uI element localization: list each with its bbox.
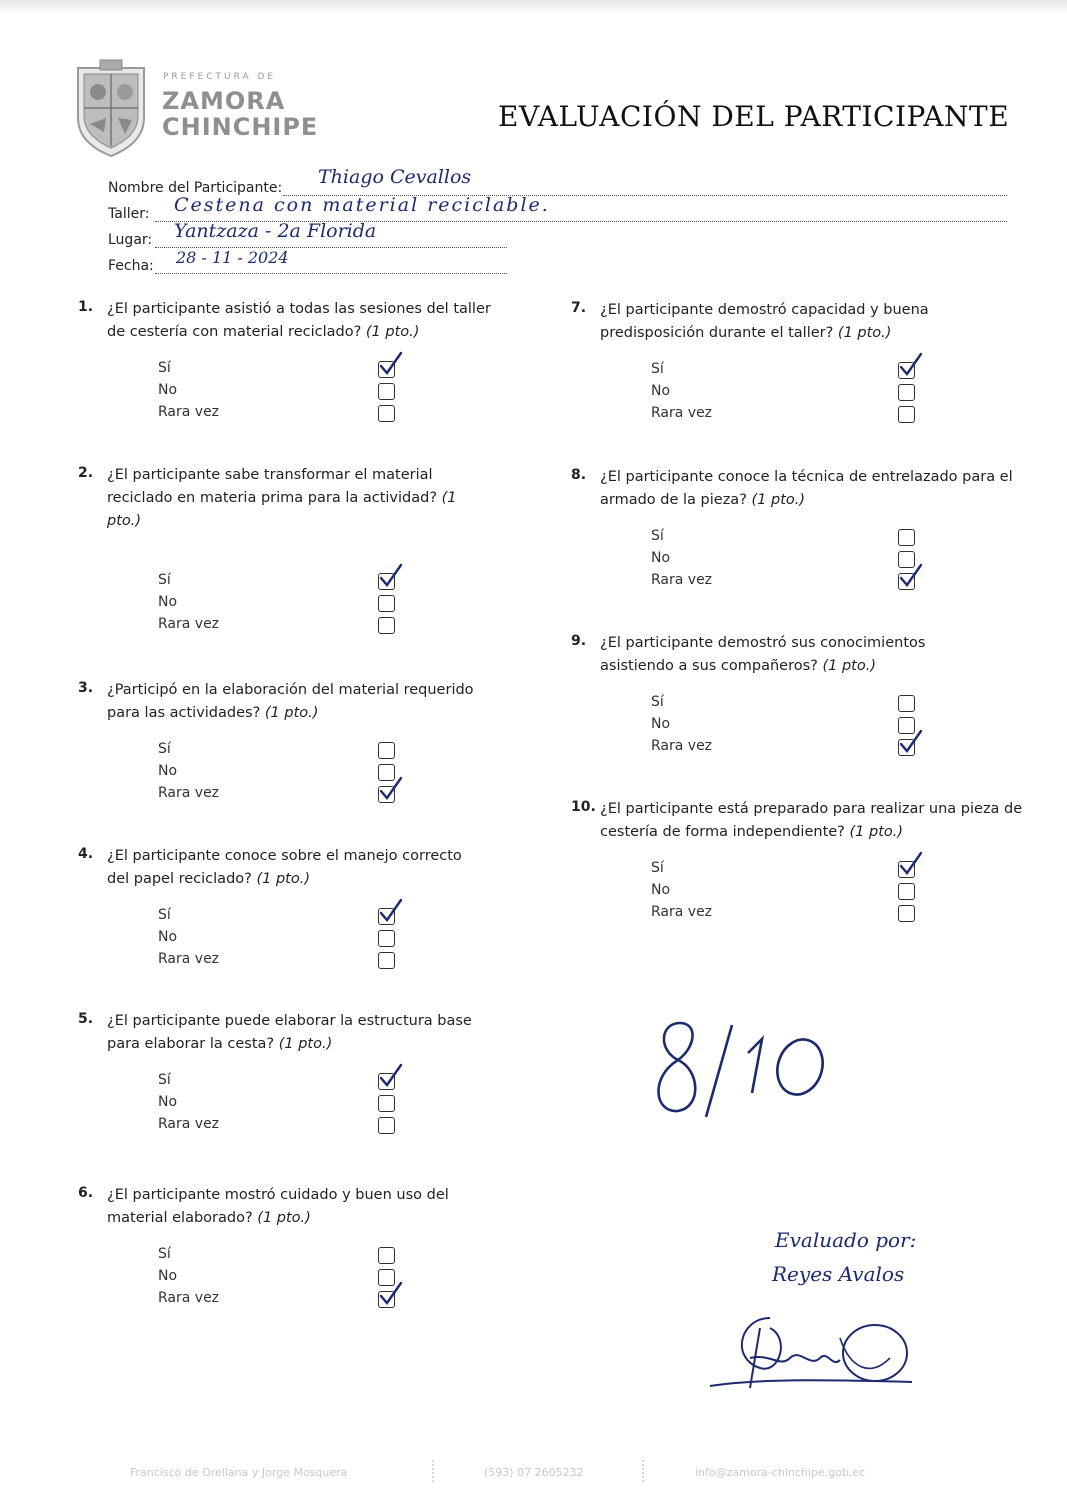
option-label-yes: Sí xyxy=(651,361,664,377)
workshop-label: Taller: xyxy=(108,206,150,222)
option-label-no: No xyxy=(158,763,178,779)
page-title: EVALUACIÓN DEL PARTICIPANTE xyxy=(498,100,1010,133)
prefecture-shield-logo xyxy=(70,58,152,158)
evaluated-by-text: Evaluado por: xyxy=(775,1228,917,1252)
checkmark-icon xyxy=(897,851,923,877)
question-points: (1 pto.) xyxy=(107,490,457,529)
logo-line-1: ZAMORA xyxy=(162,87,286,115)
question-text xyxy=(107,1184,477,1230)
question-text xyxy=(600,299,1020,345)
question-text-body: ¿El participante asistió a todas las sesiones del taller de cestería con material reciclado? xyxy=(107,301,491,340)
question-text xyxy=(600,798,1030,844)
checkmark-icon xyxy=(897,563,923,589)
question-points: (1 pto.) xyxy=(822,658,877,674)
option-label-no: No xyxy=(158,1268,178,1284)
question-points: (1 pto.) xyxy=(849,824,904,840)
question-points: (1 pto.) xyxy=(278,1036,333,1052)
question-text xyxy=(600,466,1050,512)
option-label-no: No xyxy=(651,716,671,732)
option-label-rarely: Rara vez xyxy=(158,1116,220,1132)
option-label-yes: Sí xyxy=(651,528,664,544)
checkmark-icon xyxy=(377,351,403,377)
question-text-body: ¿El participante sabe transformar el material reciclado en materia prima para la actividad? xyxy=(107,467,438,506)
option-label-rarely: Rara vez xyxy=(158,951,220,967)
question-number: 1. xyxy=(78,299,94,315)
date-line xyxy=(155,273,507,274)
footer-divider xyxy=(642,1460,650,1482)
question-number: 8. xyxy=(571,467,587,483)
checkbox-yes[interactable] xyxy=(378,1247,395,1264)
checkbox-no[interactable] xyxy=(898,384,915,401)
option-label-rarely: Rara vez xyxy=(158,785,220,801)
question-points: (1 pto.) xyxy=(257,1210,311,1226)
question-text-body: ¿El participante demostró sus conocimientos asistiendo a sus compañeros? xyxy=(600,635,926,674)
checkmark-icon xyxy=(377,1281,403,1307)
option-label-yes: Sí xyxy=(158,907,171,923)
option-label-yes: Sí xyxy=(158,360,171,376)
question-number: 2. xyxy=(78,465,94,481)
logo-prefix: PREFECTURA DE xyxy=(163,72,277,82)
checkbox-rarely[interactable] xyxy=(378,617,395,634)
option-label-no: No xyxy=(158,929,178,945)
question-text xyxy=(600,632,980,678)
option-label-rarely: Rara vez xyxy=(651,904,713,920)
option-label-yes: Sí xyxy=(158,741,171,757)
option-label-rarely: Rara vez xyxy=(158,616,220,632)
checkbox-no[interactable] xyxy=(378,383,395,400)
question-text-body: ¿El participante mostró cuidado y buen uso del material elaborado? xyxy=(107,1187,449,1226)
question-points: (1 pto.) xyxy=(256,871,310,887)
option-label-rarely: Rara vez xyxy=(651,572,713,588)
workshop-value: Cestena con material reciclable. xyxy=(174,194,550,216)
participant-value: Thiago Cevallos xyxy=(318,166,472,188)
checkbox-yes[interactable] xyxy=(378,742,395,759)
question-text xyxy=(107,845,487,891)
checkmark-icon xyxy=(377,898,403,924)
option-label-rarely: Rara vez xyxy=(651,738,713,754)
option-label-yes: Sí xyxy=(158,572,171,588)
participant-label: Nombre del Participante: xyxy=(108,180,283,196)
question-number: 3. xyxy=(78,680,94,696)
place-value: Yantzaza - 2a Florida xyxy=(174,220,377,242)
question-number: 5. xyxy=(78,1011,94,1027)
question-text-body: ¿El participante demostró capacidad y buena predisposición durante el taller? xyxy=(600,302,929,341)
option-label-no: No xyxy=(158,1094,178,1110)
question-number: 6. xyxy=(78,1185,94,1201)
checkbox-rarely[interactable] xyxy=(898,406,915,423)
question-points: (1 pto.) xyxy=(837,325,892,341)
question-text-body: ¿El participante conoce sobre el manejo correcto del papel reciclado? xyxy=(107,848,462,887)
footer-address: Francisco de Orellana y Jorge Mosquera xyxy=(130,1466,348,1479)
checkbox-no[interactable] xyxy=(898,883,915,900)
question-points: (1 pto.) xyxy=(264,705,319,721)
checkmark-icon xyxy=(897,729,923,755)
question-text-body: ¿El participante conoce la técnica de entrelazado para el armado de la pieza? xyxy=(600,469,1013,508)
date-value: 28 - 11 - 2024 xyxy=(176,248,289,267)
question-text xyxy=(107,464,467,533)
option-label-yes: Sí xyxy=(158,1246,171,1262)
checkbox-rarely[interactable] xyxy=(378,405,395,422)
question-number: 9. xyxy=(571,633,587,649)
checkbox-no[interactable] xyxy=(378,930,395,947)
question-text xyxy=(107,1010,497,1056)
checkbox-rarely[interactable] xyxy=(898,905,915,922)
question-text-body: ¿Participó en la elaboración del material requerido para las actividades? xyxy=(107,682,474,721)
option-label-yes: Sí xyxy=(158,1072,171,1088)
checkbox-no[interactable] xyxy=(378,1095,395,1112)
checkbox-no[interactable] xyxy=(378,595,395,612)
question-text-body: ¿El participante está preparado para realizar una pieza de cestería de forma independiente? xyxy=(600,801,1023,840)
place-label: Lugar: xyxy=(108,232,153,248)
checkbox-rarely[interactable] xyxy=(378,952,395,969)
evaluator-name: Reyes Avalos xyxy=(772,1262,905,1286)
question-text xyxy=(107,298,497,344)
option-label-no: No xyxy=(158,382,178,398)
question-points: (1 pto.) xyxy=(365,324,420,340)
option-label-rarely: Rara vez xyxy=(158,1290,220,1306)
evaluator-signature xyxy=(700,1298,920,1403)
checkmark-icon xyxy=(897,352,923,378)
option-label-no: No xyxy=(651,882,671,898)
question-text-body: ¿El participante puede elaborar la estructura base para elaborar la cesta? xyxy=(107,1013,472,1052)
option-label-no: No xyxy=(651,550,671,566)
checkmark-icon xyxy=(377,776,403,802)
question-number: 4. xyxy=(78,846,94,862)
option-label-rarely: Rara vez xyxy=(651,405,713,421)
question-points: (1 pto.) xyxy=(751,492,806,508)
option-label-no: No xyxy=(651,383,671,399)
footer-phone: (593) 07 2605232 xyxy=(484,1466,584,1479)
option-label-rarely: Rara vez xyxy=(158,404,220,420)
checkmark-icon xyxy=(377,563,403,589)
checkbox-yes[interactable] xyxy=(898,529,915,546)
scan-edge xyxy=(0,0,1067,14)
question-text xyxy=(107,679,497,725)
logo-line-2: CHINCHIPE xyxy=(162,113,319,141)
footer-divider xyxy=(432,1460,440,1482)
option-label-no: No xyxy=(158,594,178,610)
option-label-yes: Sí xyxy=(651,860,664,876)
question-number: 7. xyxy=(571,300,587,316)
handwritten-score xyxy=(640,1015,850,1125)
checkbox-rarely[interactable] xyxy=(378,1117,395,1134)
checkbox-yes[interactable] xyxy=(898,695,915,712)
footer-email: info@zamora-chinchipe.gob.ec xyxy=(695,1466,866,1479)
question-number: 10. xyxy=(571,799,596,815)
option-label-yes: Sí xyxy=(651,694,664,710)
date-label: Fecha: xyxy=(108,258,154,274)
checkmark-icon xyxy=(377,1063,403,1089)
